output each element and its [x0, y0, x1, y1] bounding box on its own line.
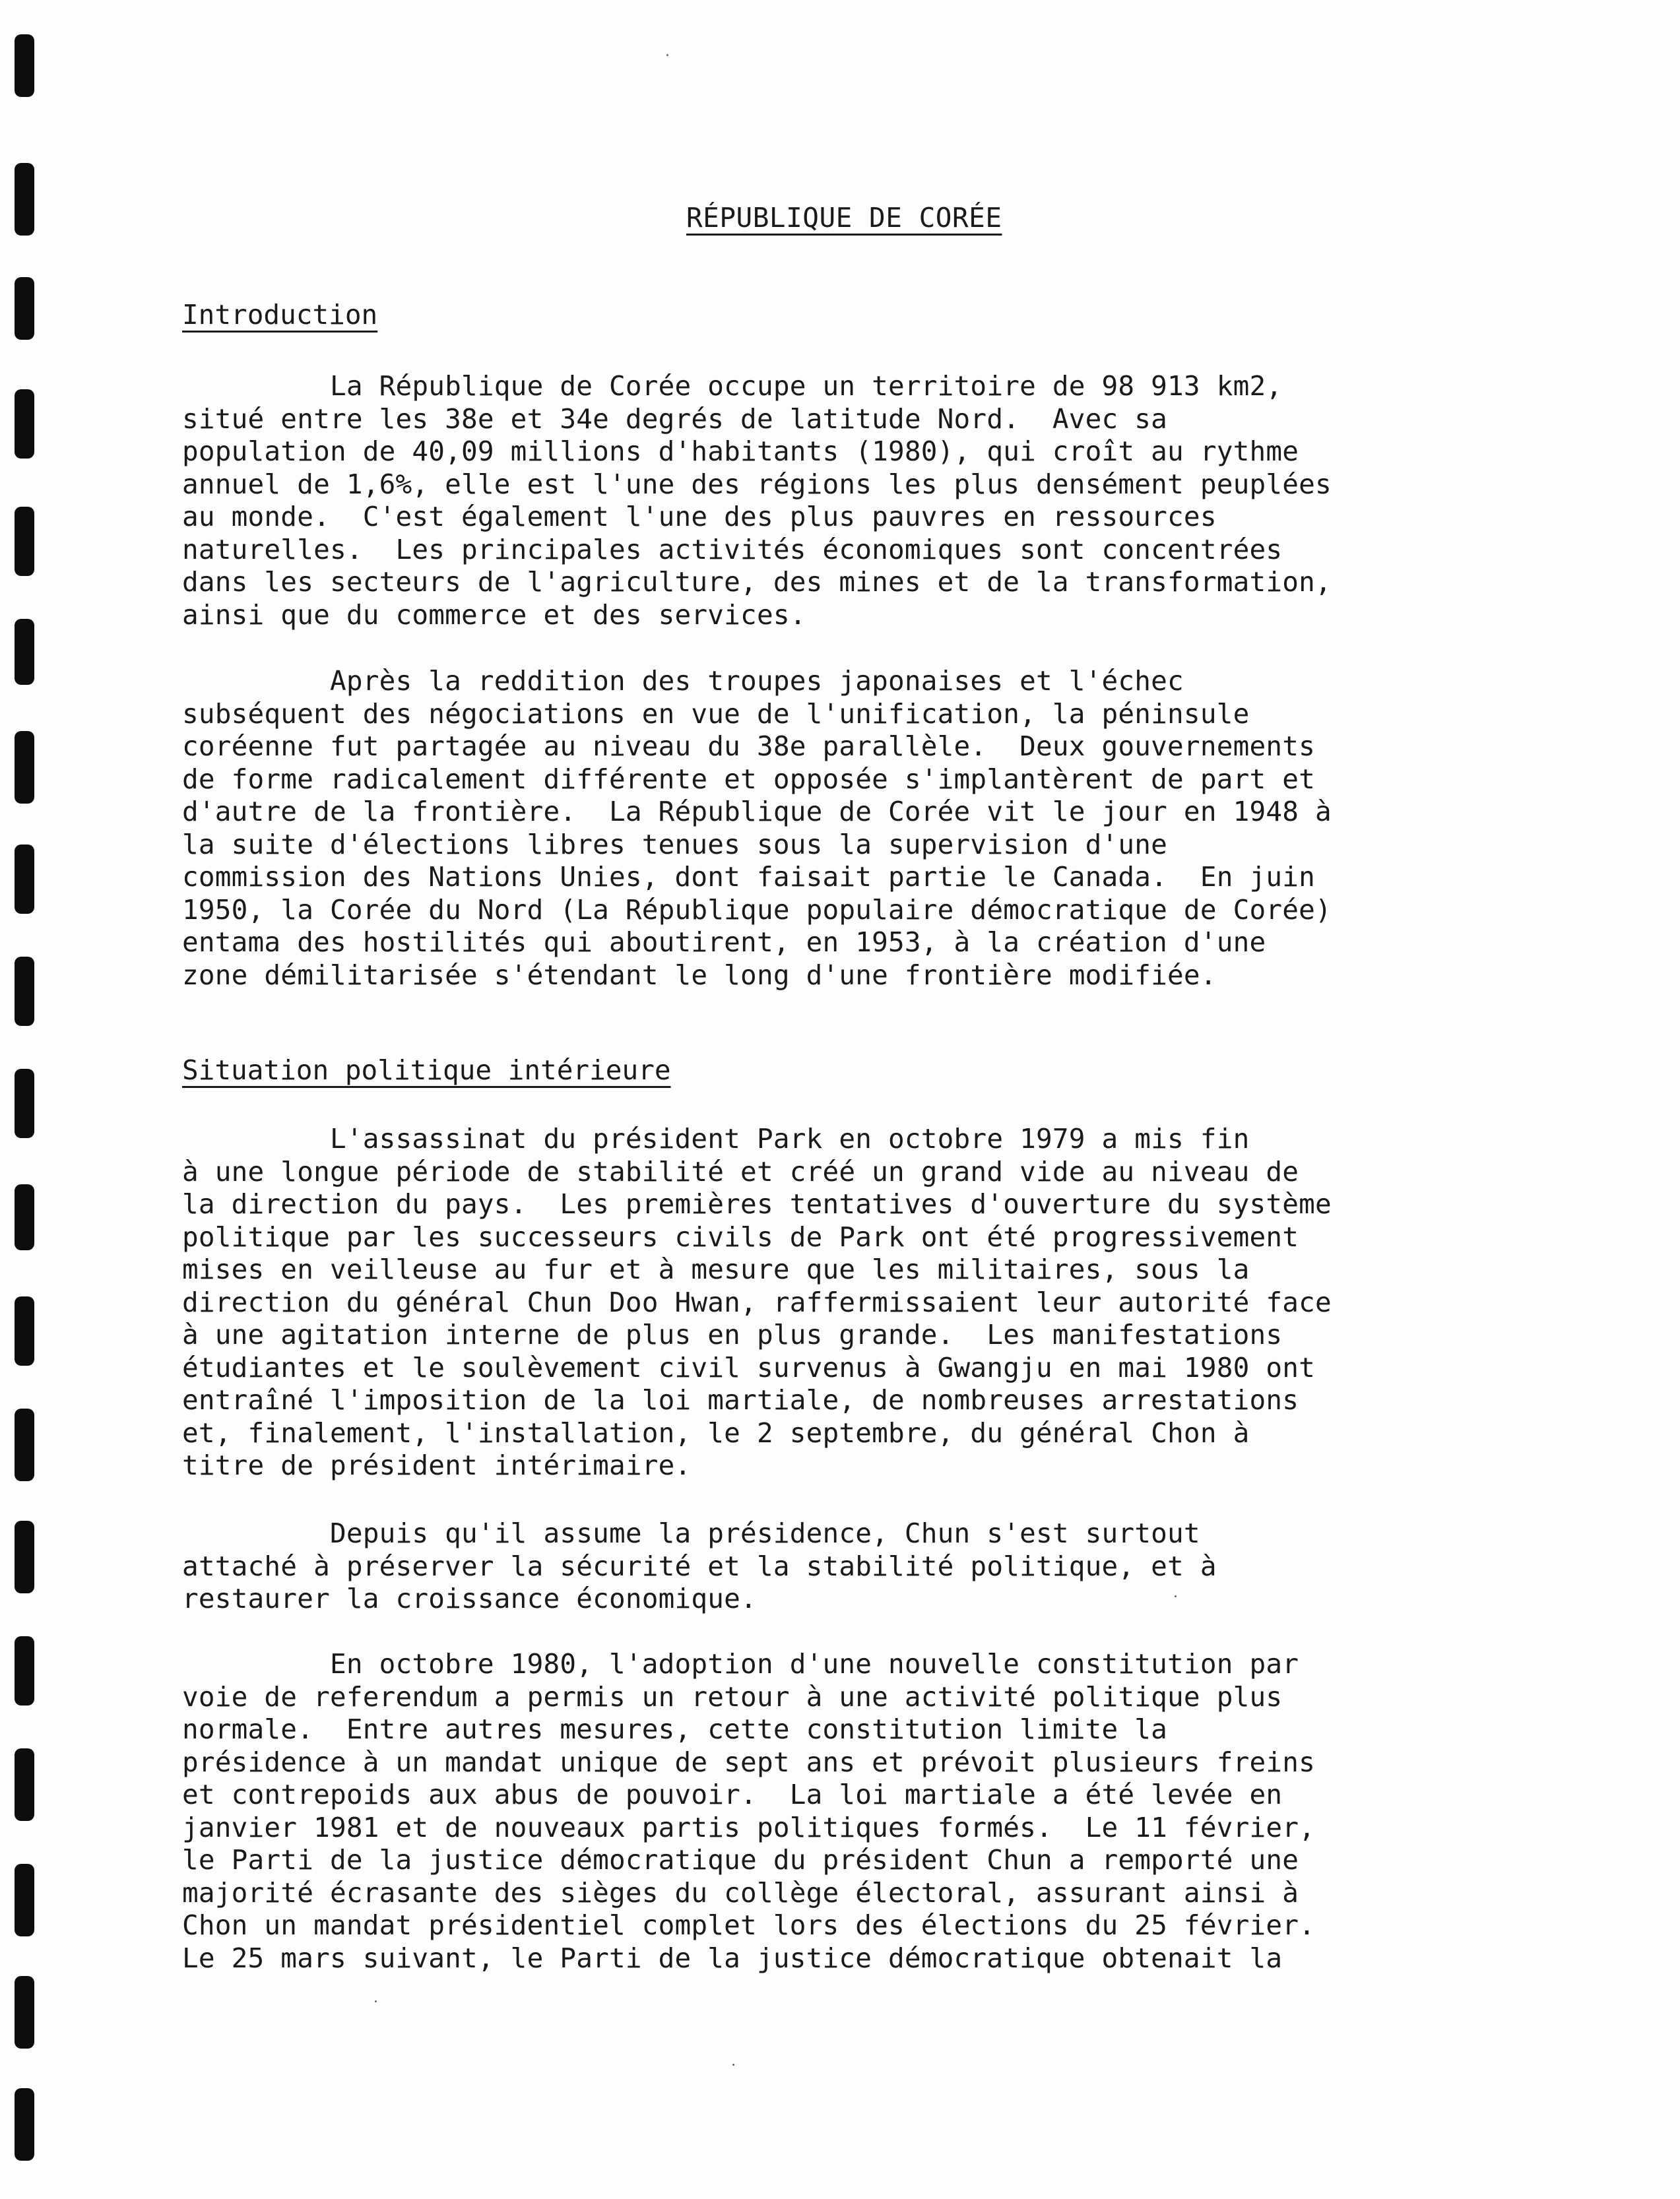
text-line: En octobre 1980, l'adoption d'une nouvelle constitution par — [182, 1648, 1299, 1680]
text-line: Après la reddition des troupes japonaises et l'échec — [182, 665, 1184, 697]
binding-hole — [15, 34, 34, 97]
text-line: janvier 1981 et de nouveaux partis politiques formés. Le 11 février, — [182, 1811, 1316, 1843]
binding-hole — [15, 389, 34, 459]
text-line: et, finalement, l'installation, le 2 septembre, du général Chon à — [182, 1417, 1250, 1449]
text-line: situé entre les 38e et 34e degrés de latitude Nord. Avec sa — [182, 402, 1168, 435]
paragraph — [182, 370, 1535, 631]
text-line: ainsi que du commerce et des services. — [182, 598, 806, 631]
text-line: commission des Nations Unies, dont faisait partie le Canada. En juin — [182, 861, 1316, 893]
text-line: la suite d'élections libres tenues sous la supervision d'une — [182, 828, 1168, 860]
text-line: voie de referendum a permis un retour à une activité politique plus — [182, 1680, 1283, 1713]
text-line: mises en veilleuse au fur et à mesure que les militaires, sous la — [182, 1254, 1250, 1285]
text-line: naturelles. Les principales activités économiques sont concentrées — [182, 533, 1283, 565]
binding-hole — [15, 1976, 34, 2049]
binding-hole — [15, 1748, 34, 1821]
paragraph — [182, 1648, 1535, 1975]
binding-hole — [15, 957, 34, 1026]
text-line: politique par les successeurs civils de Park ont été progressivement — [182, 1221, 1299, 1253]
text-line: entraîné l'imposition de la loi martiale, de nombreuses arrestations — [182, 1384, 1299, 1416]
text-line: étudiantes et le soulèvement civil survenus à Gwangju en mai 1980 ont — [182, 1351, 1316, 1384]
text-line: et contrepoids aux abus de pouvoir. La loi martiale a été levée en — [182, 1779, 1283, 1810]
paragraph — [182, 665, 1535, 992]
paragraph — [182, 1517, 1535, 1616]
text-line: normale. Entre autres mesures, cette constitution limite la — [182, 1713, 1168, 1745]
binding-hole — [15, 731, 34, 804]
binding-hole — [15, 619, 34, 685]
text-line: Chon un mandat présidentiel complet lors des élections du 25 février. — [182, 1909, 1316, 1941]
text-line: présidence à un mandat unique de sept ans et prévoit plusieurs freins — [182, 1746, 1316, 1778]
text-line: majorité écrasante des sièges du collège électoral, assurant ainsi à — [182, 1876, 1299, 1909]
text-line: attaché à préserver la sécurité et la stabilité politique, et à — [182, 1550, 1217, 1582]
text-line: Depuis qu'il assume la présidence, Chun s'est surtout — [182, 1517, 1200, 1549]
binding-hole — [15, 1409, 34, 1481]
document-title: RÉPUBLIQUE DE CORÉE — [686, 202, 1002, 234]
text-line: annuel de 1,6%, elle est l'une des régions les plus densément peuplées — [182, 468, 1332, 500]
paragraph — [182, 1123, 1535, 1482]
text-line: L'assassinat du président Park en octobre 1979 a mis fin — [182, 1123, 1250, 1155]
section-heading-situation-politique: Situation politique intérieure — [182, 1054, 671, 1086]
text-line: coréenne fut partagée au niveau du 38e parallèle. Deux gouvernements — [182, 730, 1316, 762]
text-line: le Parti de la justice démocratique du président Chun a remporté une — [182, 1844, 1299, 1876]
binding-hole — [15, 1864, 34, 1936]
text-line: à une longue période de stabilité et créé un grand vide au niveau de — [182, 1155, 1299, 1188]
binding-hole — [15, 1521, 34, 1593]
binding-hole — [15, 277, 34, 340]
binding-hole — [15, 845, 34, 914]
scan-speck — [666, 54, 668, 56]
binding-hole — [15, 2088, 34, 2161]
text-line: restaurer la croissance économique. — [182, 1583, 757, 1614]
text-line: la direction du pays. Les premières tentatives d'ouverture du système — [182, 1188, 1332, 1220]
text-line: dans les secteurs de l'agriculture, des mines et de la transformation, — [182, 566, 1332, 598]
binding-hole — [15, 1296, 34, 1366]
binding-hole — [15, 163, 34, 236]
text-line: de forme radicalement différente et opposée s'implantèrent de part et — [182, 763, 1316, 795]
scan-speck — [732, 2064, 734, 2066]
section-heading-introduction: Introduction — [182, 299, 378, 331]
text-line: direction du général Chun Doo Hwan, raffermissaient leur autorité face — [182, 1286, 1332, 1318]
binding-hole — [15, 1184, 34, 1250]
text-line: zone démilitarisée s'étendant le long d'une frontière modifiée. — [182, 959, 1217, 991]
text-line: d'autre de la frontière. La République de Corée vit le jour en 1948 à — [182, 796, 1332, 827]
text-line: La République de Corée occupe un territoire de 98 913 km2, — [182, 370, 1283, 402]
text-line: au monde. C'est également l'une des plus pauvres en ressources — [182, 501, 1217, 532]
text-line: subséquent des négociations en vue de l'unification, la péninsule — [182, 697, 1250, 730]
text-line: 1950, la Corée du Nord (La République populaire démocratique de Corée) — [182, 893, 1332, 926]
scan-speck — [375, 2000, 377, 2002]
text-line: Le 25 mars suivant, le Parti de la justice démocratique obtenait la — [182, 1942, 1283, 1974]
binding-hole — [15, 1069, 34, 1138]
text-line: à une agitation interne de plus en plus grande. Les manifestations — [182, 1319, 1283, 1351]
binding-hole — [15, 507, 34, 576]
binding-hole — [15, 1636, 34, 1705]
text-line: titre de président intérimaire. — [182, 1450, 692, 1481]
text-line: entama des hostilités qui aboutirent, en 1953, à la création d'une — [182, 926, 1266, 958]
text-line: population de 40,09 millions d'habitants (1980), qui croît au rythme — [182, 435, 1299, 467]
